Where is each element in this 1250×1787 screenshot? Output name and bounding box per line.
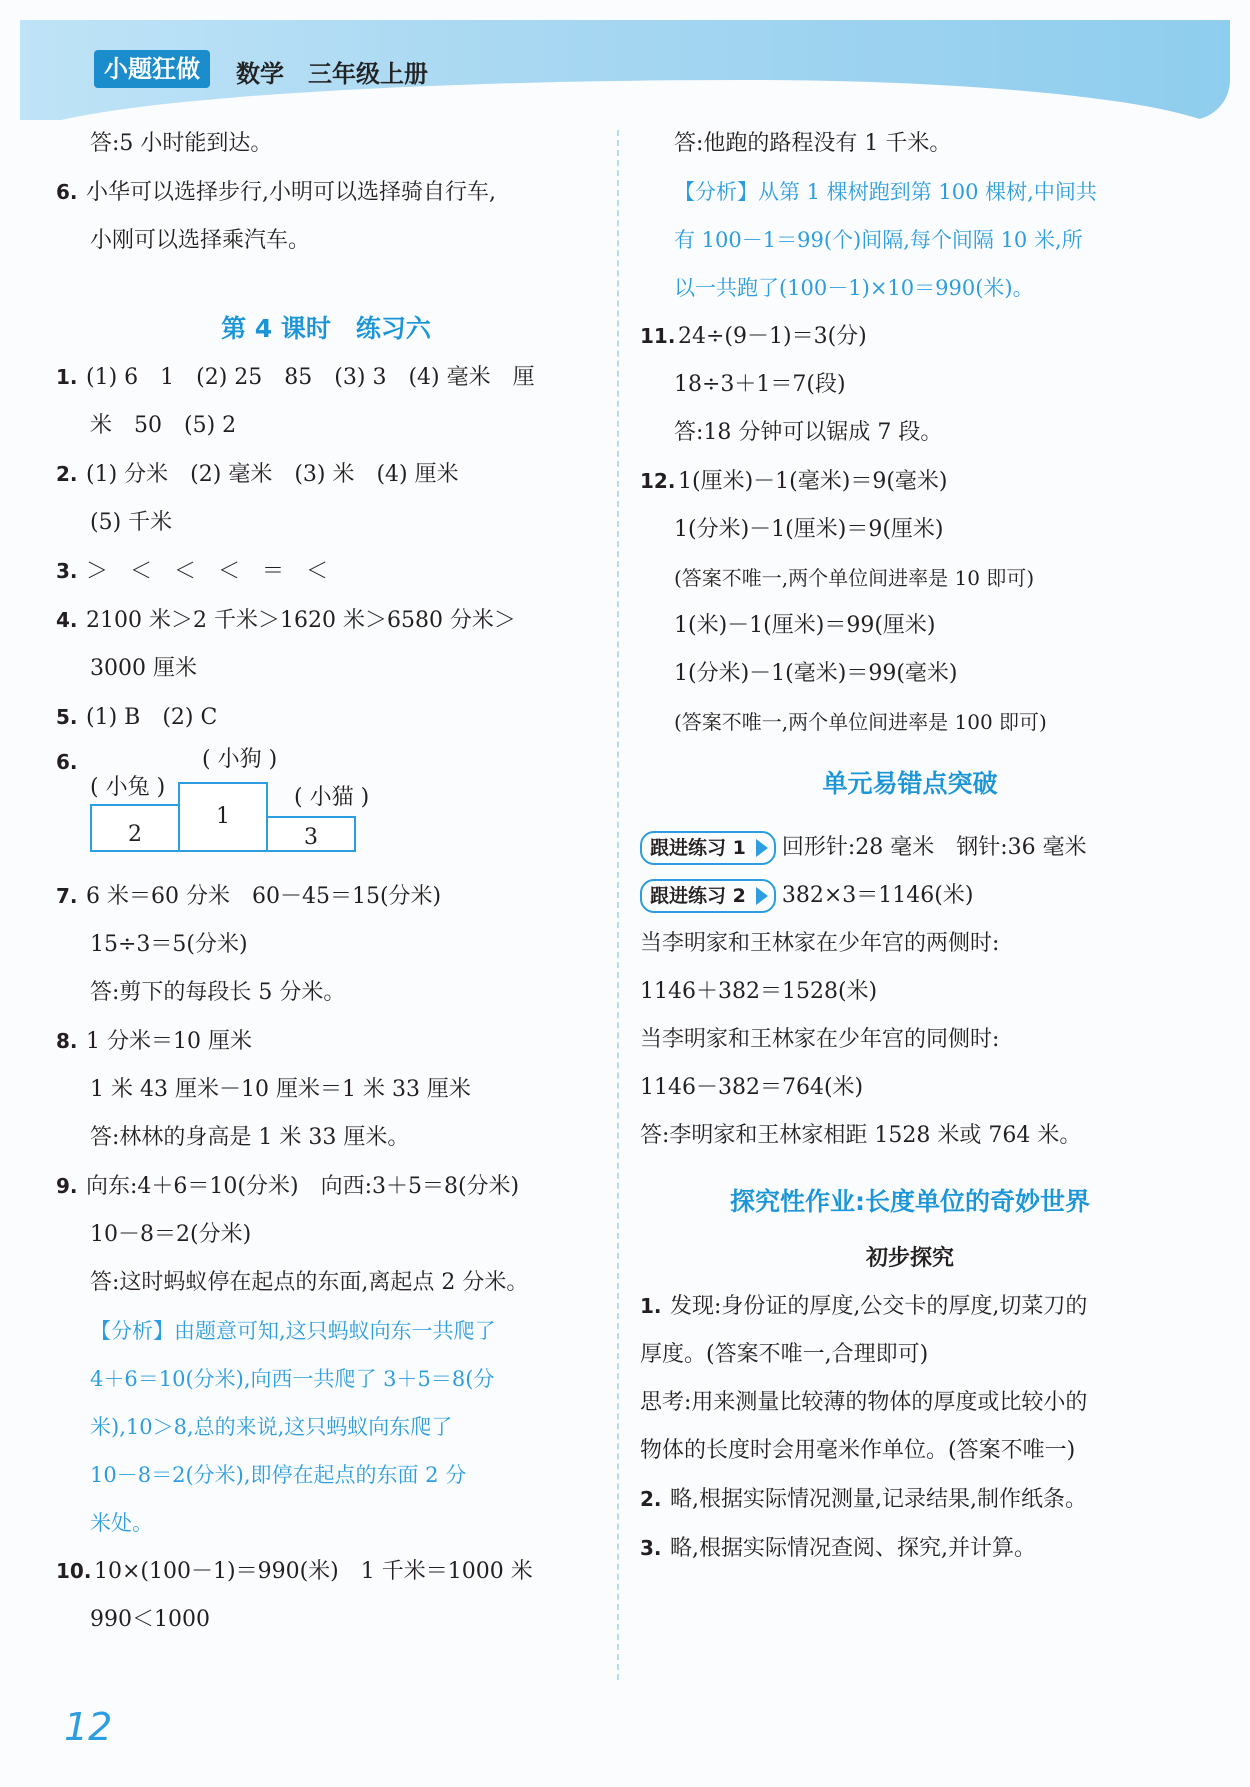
question-number: 4. — [56, 608, 78, 632]
podium-diagram — [90, 742, 596, 862]
section-title: 探究性作业:长度单位的奇妙世界 — [730, 1187, 1090, 1216]
question-number: 2. — [640, 1487, 662, 1511]
question-5 — [56, 693, 596, 742]
answer-text: 物体的长度时会用毫米作单位。(答案不唯一) — [640, 1438, 1076, 1463]
question-number: 9. — [56, 1174, 78, 1198]
analysis-text: 【分析】从第 1 棵树跑到第 100 棵树,中间共 — [674, 180, 1097, 204]
analysis-text: 米处。 — [90, 1511, 153, 1535]
subject-title: 数学 三年级上册 — [236, 60, 428, 88]
answer-text: ＞ ＜ ＜ ＜ ＝ ＜ — [86, 559, 329, 584]
answer-text: (5) 千米 — [90, 510, 173, 535]
question-number: 8. — [56, 1029, 78, 1053]
answer-text: 答:剪下的每段长 5 分米。 — [90, 980, 346, 1005]
question-2 — [56, 450, 596, 547]
answer-text: 6 米＝60 分米 60－45＝15(分米) — [86, 884, 442, 909]
answer-note: (答案不唯一,两个单位间进率是 100 即可) — [674, 710, 1047, 734]
answer-text: 小华可以选择步行,小明可以选择骑自行车, — [86, 180, 496, 205]
question-4 — [56, 596, 596, 693]
left-column — [56, 120, 596, 1644]
analysis-text: 以一共跑了(100－1)×10＝990(米)。 — [674, 276, 1034, 300]
question-number: 1. — [56, 365, 78, 389]
question-number: 10. — [56, 1559, 92, 1583]
answer-text: 向东:4＋6＝10(分米) 向西:3＋5＝8(分米) — [86, 1174, 520, 1199]
podium-first: 1 — [178, 782, 268, 852]
answer-text: 1(米)－1(厘米)＝99(厘米) — [674, 613, 936, 638]
question-7 — [56, 872, 596, 1017]
play-icon — [756, 839, 768, 857]
answer-text: 18÷3＋1＝7(段) — [674, 372, 846, 397]
answer-text: 思考:用来测量比较薄的物体的厚度或比较小的 — [640, 1390, 1088, 1415]
answer-text: 当李明家和王林家在少年宫的同侧时: — [640, 1027, 1000, 1052]
answer-text: 1 米 43 厘米－10 厘米＝1 米 33 厘米 — [90, 1077, 471, 1102]
analysis-text: 【分析】由题意可知,这只蚂蚁向东一共爬了 — [90, 1319, 496, 1343]
question-6 — [56, 168, 596, 265]
question-number: 11. — [640, 324, 676, 348]
answer-text: 15÷3＝5(分米) — [90, 932, 248, 957]
cat-label: ( 小猫 ) — [294, 785, 370, 810]
answer-text: 24÷(9－1)＝3(分) — [678, 324, 867, 349]
answer-text: 回形针:28 毫米 钢针:36 毫米 — [781, 835, 1087, 860]
answer-text: 382×3＝1146(米) — [781, 883, 974, 908]
play-icon — [756, 887, 768, 905]
answer-text: 10－8＝2(分米) — [90, 1222, 252, 1247]
question-9 — [56, 1162, 596, 1547]
answer-text: 1(厘米)－1(毫米)＝9(毫米) — [678, 469, 948, 494]
question-11 — [640, 312, 1180, 457]
rabbit-label: ( 小兔 ) — [90, 775, 166, 800]
answer-text: 1(分米)－1(厘米)＝9(厘米) — [674, 517, 944, 542]
question-10 — [56, 1547, 596, 1644]
analysis-text: 4＋6＝10(分米),向西一共爬了 3＋5＝8(分 — [90, 1367, 495, 1391]
question-number: 3. — [56, 559, 78, 583]
analysis-text: 有 100－1＝99(个)间隔,每个间隔 10 米,所 — [674, 228, 1083, 252]
question-8 — [56, 1017, 596, 1162]
answer-note: (答案不唯一,两个单位间进率是 10 即可) — [674, 566, 1035, 590]
answer-text: 发现:身份证的厚度,公交卡的厚度,切菜刀的 — [670, 1294, 1088, 1319]
answer-text: 1146＋382＝1528(米) — [640, 979, 878, 1004]
question-number: 6. — [56, 180, 78, 204]
question-number: 6. — [56, 750, 78, 774]
answer-text: 3000 厘米 — [90, 656, 197, 681]
follow-up-1 — [640, 824, 1180, 872]
answer-text: (1) 分米 (2) 毫米 (3) 米 (4) 厘米 — [86, 462, 459, 487]
question-3 — [56, 547, 596, 596]
question-number: 3. — [640, 1536, 662, 1560]
answer-text: 2100 米＞2 千米＞1620 米＞6580 分米＞ — [86, 608, 516, 633]
question-12 — [640, 457, 1180, 746]
question-1 — [56, 353, 596, 450]
answer-text: 厚度。(答案不唯一,合理即可) — [640, 1342, 929, 1367]
series-tag: 小题狂做 — [94, 50, 210, 88]
explore-1 — [640, 1282, 1180, 1475]
dog-label: ( 小狗 ) — [202, 747, 278, 772]
question-number: 2. — [56, 462, 78, 486]
question-number: 5. — [56, 705, 78, 729]
question-6-podium — [56, 742, 596, 872]
answer-text: 10×(100－1)＝990(米) 1 千米＝1000 米 — [94, 1559, 533, 1584]
analysis-text: 10－8＝2(分米),即停在起点的东面 2 分 — [90, 1463, 467, 1487]
explore-2 — [640, 1475, 1180, 1524]
answer-text: 当李明家和王林家在少年宫的两侧时: — [640, 931, 1000, 956]
section-title: 单元易错点突破 — [822, 769, 998, 798]
answer-text: 小刚可以选择乘汽车。 — [90, 228, 311, 253]
answer-text: 1 分米＝10 厘米 — [86, 1029, 252, 1054]
answer-line: 答:他跑的路程没有 1 千米。 — [674, 131, 952, 156]
answer-text: (1) 6 1 (2) 25 85 (3) 3 (4) 毫米 厘 — [86, 365, 535, 390]
column-divider — [617, 130, 619, 1680]
answer-text: 答:18 分钟可以锯成 7 段。 — [674, 420, 943, 445]
section-title: 第 4 课时 练习六 — [221, 314, 431, 343]
answer-text: 答:林林的身高是 1 米 33 厘米。 — [90, 1125, 410, 1150]
explore-3 — [640, 1524, 1180, 1573]
question-number: 12. — [640, 469, 676, 493]
podium-third: 3 — [266, 816, 356, 852]
podium-second: 2 — [90, 804, 180, 852]
follow-up-badge: 跟进练习 1 — [640, 831, 776, 865]
subsection-title: 初步探究 — [865, 1245, 954, 1271]
answer-text: (1) B (2) C — [86, 705, 218, 730]
answer-line: 答:5 小时能到达。 — [90, 131, 273, 156]
answer-text: 1146－382＝764(米) — [640, 1075, 864, 1100]
question-number: 7. — [56, 884, 78, 908]
analysis-text: 米),10＞8,总的来说,这只蚂蚁向东爬了 — [90, 1415, 453, 1439]
answer-text: 1(分米)－1(毫米)＝99(毫米) — [674, 661, 958, 686]
answer-text: 米 50 (5) 2 — [90, 413, 237, 438]
question-number: 1. — [640, 1294, 662, 1318]
answer-text: 答:李明家和王林家相距 1528 米或 764 米。 — [640, 1123, 1082, 1148]
answer-text: 略,根据实际情况测量,记录结果,制作纸条。 — [670, 1487, 1087, 1512]
answer-text: 990＜1000 — [90, 1607, 210, 1632]
right-column — [640, 120, 1180, 1573]
follow-up-2 — [640, 872, 1180, 1160]
answer-text: 答:这时蚂蚁停在起点的东面,离起点 2 分米。 — [90, 1270, 529, 1295]
follow-up-badge: 跟进练习 2 — [640, 879, 776, 913]
answer-text: 略,根据实际情况查阅、探究,并计算。 — [670, 1536, 1036, 1561]
page-number: 12 — [64, 1705, 113, 1749]
